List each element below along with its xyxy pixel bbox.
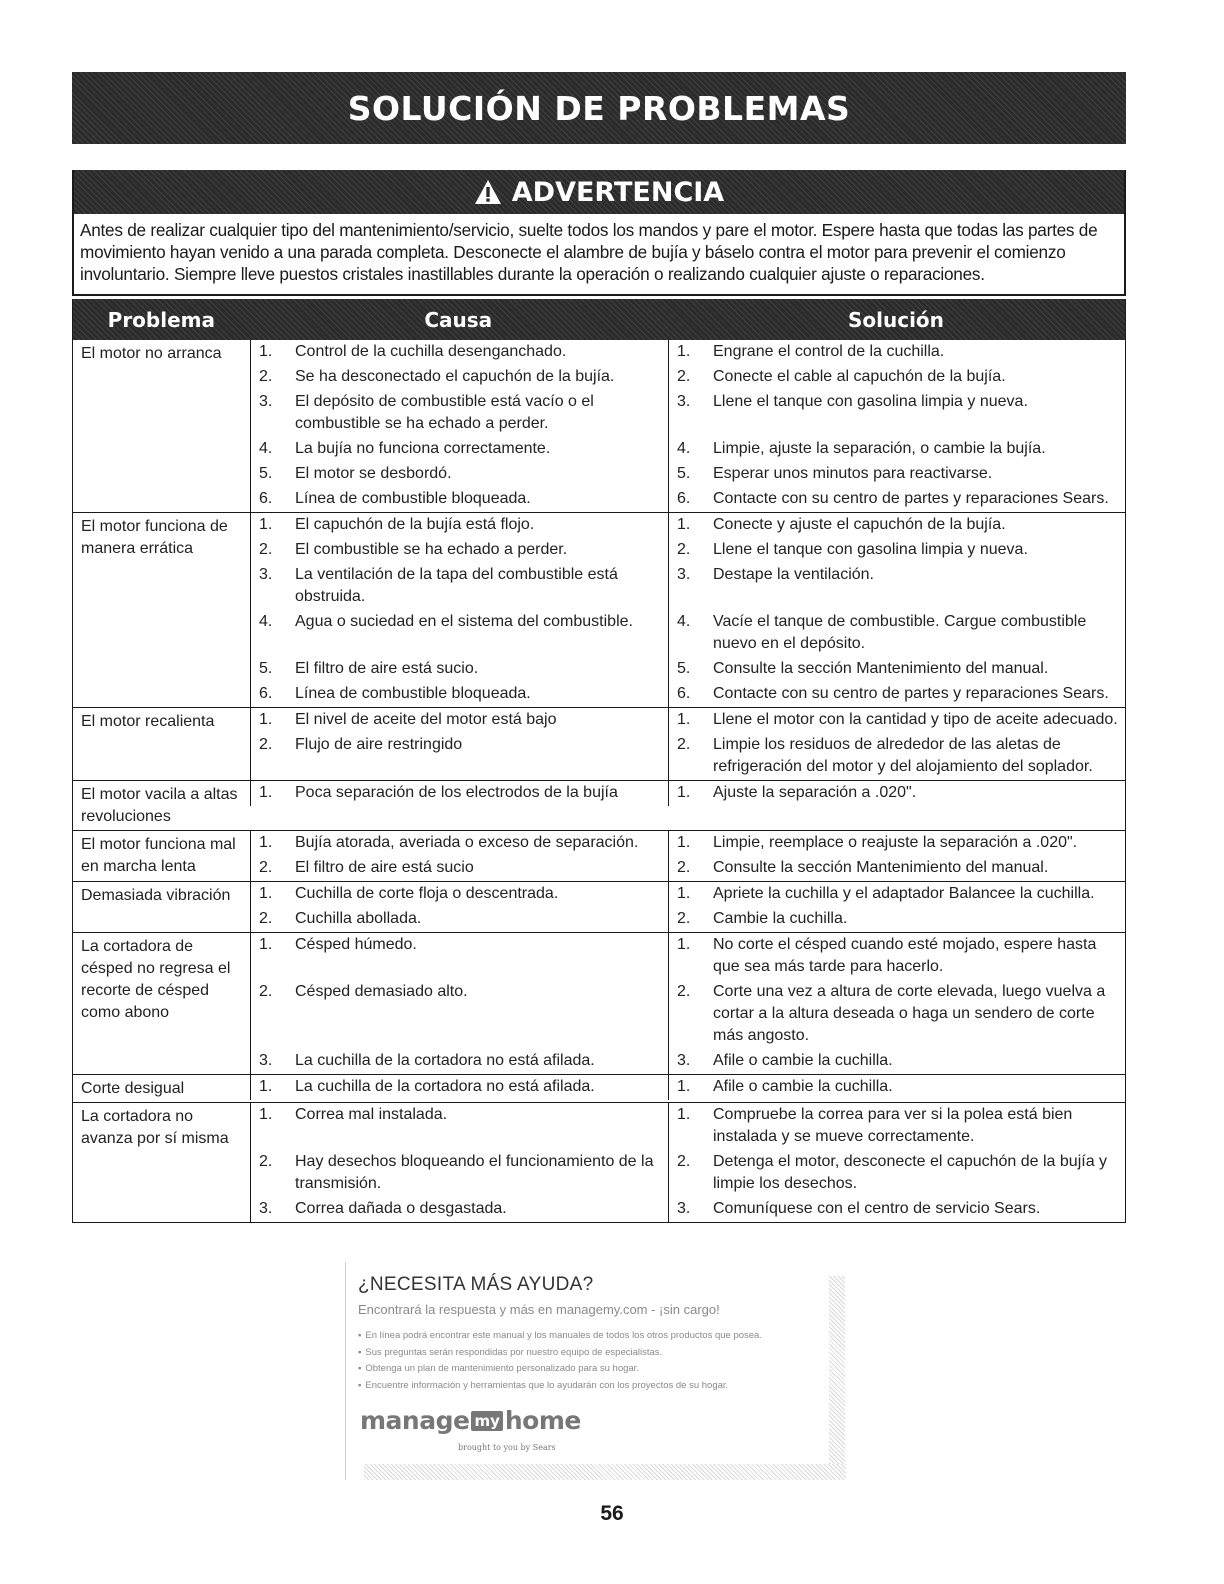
item-number: 3. [677,1052,691,1069]
cause-cell-text: La cuchilla de la cortadora no está afilada. [295,1052,595,1069]
cause-cell-text: Control de la cuchilla desenganchado. [295,343,567,360]
item-number: 1. [677,343,691,360]
item-number: 3. [259,1200,273,1217]
item-number: 2. [259,541,273,558]
item-number: 1. [259,1078,273,1095]
solution-cell-text: Engrane el control de la cuchilla. [713,343,945,360]
cause-cell-text: Línea de combustible bloqueada. [295,490,531,507]
page-number: 56 [600,1502,624,1525]
cause-cell-text: Correa dañada o desgastada. [295,1200,507,1217]
solution-cell-text: Limpie, reemplace o reajuste la separación a .020". [713,834,1078,851]
solution-cell [668,487,1127,512]
solution-cell [668,781,1127,806]
item-number: 1. [259,834,273,851]
item-number: 2. [677,983,691,1000]
item-number: 2. [259,859,273,876]
header-solution: Solución [847,307,944,332]
cause-cell-text: Agua o suciedad en el sistema del combustible. [295,613,633,630]
solution-cell-text: Afile o cambie la cuchilla. [713,1052,893,1069]
logo-manage-text: manage [360,1406,470,1435]
help-subtitle: Encontrará la respuesta y más en managemy.com - ¡sin cargo! [358,1302,720,1317]
table-row [73,1074,1125,1102]
item-number: 1. [677,784,691,801]
item-number: 1. [677,711,691,728]
item-number: 6. [677,685,691,702]
cause-cell-text: Flujo de aire restringido [295,736,463,753]
table-row [73,830,1125,881]
cause-cell [250,340,668,365]
solution-cell [668,831,1127,856]
cause-solution-pair [250,708,1127,733]
cause-cell [250,462,668,487]
cause-solution-pair [250,1049,1127,1074]
cause-solution-group [250,831,1127,881]
solution-cell [668,1103,1127,1150]
item-number: 1. [677,1106,691,1123]
solution-cell [668,708,1127,733]
item-number: 1. [259,784,273,801]
table-row [73,707,1125,780]
cause-cell [250,907,668,932]
item-number: 2. [677,910,691,927]
item-number: 2. [677,368,691,385]
help-box-shadow-right [829,1276,845,1480]
item-number: 2. [259,983,273,1000]
cause-cell [250,1197,668,1222]
cause-cell [250,708,668,733]
help-bullet: ▪ Encuentre información y herramientas que lo ayudarán con los proyectos de su hogar. [358,1378,762,1395]
table-row [73,780,1125,830]
solution-cell-text: No corte el césped cuando esté mojado, espere hasta que sea más tarde para hacerlo. [713,936,1097,975]
cause-cell-text: Cuchilla abollada. [295,910,422,927]
cause-cell-text: Correa mal instalada. [295,1106,448,1123]
item-number: 2. [259,736,273,753]
solution-cell-text: Corte una vez a altura de corte elevada, luego vuelva a cortar a la altura deseada o haga un sendero de corte más angosto. [713,983,1106,1044]
warning-label: ADVERTENCIA [511,176,725,208]
solution-cell [668,390,1127,437]
solution-cell [668,1049,1127,1074]
cause-cell-text: Hay desechos bloqueando el funcionamiento de la transmisión. [295,1153,654,1192]
solution-cell-text: Conecte el cable al capuchón de la bujía. [713,368,1006,385]
item-number: 4. [677,440,691,457]
item-number: 1. [677,516,691,533]
solution-cell-text: Llene el motor con la cantidad y tipo de aceite adecuado. [713,711,1118,728]
problem-cell: La cortadora de césped no regresa el recorte de césped como abono [81,938,231,1021]
item-number: 3. [259,393,273,410]
cause-solution-pair [250,487,1127,512]
table-row [73,881,1125,932]
cause-cell [250,781,668,806]
item-number: 4. [259,440,273,457]
cause-solution-group [250,1075,1127,1102]
item-number: 1. [677,936,691,953]
solution-cell [668,1150,1127,1197]
cause-solution-pair [250,610,1127,657]
solution-cell [668,1197,1127,1222]
help-bullet: ▪ En línea podrá encontrar este manual y los manuales de todos los otros productos que posea. [358,1328,762,1345]
item-number: 3. [677,393,691,410]
cause-solution-group [250,933,1127,1074]
cause-cell [250,657,668,682]
help-bullet-list [358,1328,762,1394]
problem-cell: El motor funciona mal en marcha lenta [81,836,236,875]
item-number: 1. [677,834,691,851]
cause-cell-text: Se ha desconectado el capuchón de la bujía. [295,368,615,385]
cause-solution-pair [250,340,1127,365]
solution-cell [668,682,1127,707]
cause-cell [250,1103,668,1150]
cause-solution-group [250,708,1127,780]
cause-solution-pair [250,462,1127,487]
table-row [73,1102,1125,1222]
warning-box [72,170,1126,296]
logo-my-text: my [471,1411,502,1431]
cause-cell [250,980,668,1049]
solution-cell-text: Limpie, ajuste la separación, o cambie la bujía. [713,440,1046,457]
problem-cell: Demasiada vibración [81,887,231,904]
solution-cell-text: Limpie los residuos de alrededor de las aletas de refrigeración del motor y del alojamiento del soplador. [713,736,1093,775]
item-number: 3. [259,1052,273,1069]
cause-cell-text: El filtro de aire está sucio [295,859,474,876]
solution-cell-text: Conecte y ajuste el capuchón de la bujía. [713,516,1006,533]
cause-cell [250,487,668,512]
cause-cell-text: El motor se desbordó. [295,465,452,482]
table-row [73,340,1125,512]
page-title: SOLUCIÓN DE PROBLEMAS [347,88,851,128]
problem-cell: El motor funciona de manera errática [81,518,228,557]
solution-cell [668,538,1127,563]
solution-cell-text: Consulte la sección Mantenimiento del manual. [713,660,1049,677]
logo-home-text: home [504,1406,581,1435]
solution-cell-text: Llene el tanque con gasolina limpia y nueva. [713,541,1028,558]
managemyhome-logo [360,1406,581,1435]
cause-solution-pair [250,365,1127,390]
troubleshooting-table [72,299,1126,1223]
item-number: 1. [677,1078,691,1095]
solution-cell [668,657,1127,682]
item-number: 2. [259,1153,273,1170]
cause-solution-group [250,513,1127,707]
item-number: 6. [677,490,691,507]
solution-cell-text: Destape la ventilación. [713,566,874,583]
cause-cell [250,437,668,462]
problem-cell: La cortadora no avanza por sí misma [81,1108,229,1147]
cause-cell [250,538,668,563]
cause-cell [250,882,668,907]
cause-cell-text: Cuchilla de corte floja o descentrada. [295,885,559,902]
cause-solution-pair [250,513,1127,538]
problem-cell: El motor vacila a altas revoluciones [81,786,238,825]
solution-cell-text: Afile o cambie la cuchilla. [713,1078,893,1095]
solution-cell-text: Comuníquese con el centro de servicio Sears. [713,1200,1041,1217]
item-number: 4. [677,613,691,630]
item-number: 2. [677,736,691,753]
solution-cell-text: Vacíe el tanque de combustible. Cargue combustible nuevo en el depósito. [713,613,1087,652]
cause-solution-pair [250,1150,1127,1197]
help-box-shadow-bottom [364,1464,846,1480]
problem-cell: El motor recalienta [81,713,215,730]
solution-cell [668,733,1127,780]
solution-cell-text: Contacte con su centro de partes y reparaciones Sears. [713,490,1109,507]
cause-cell [250,1049,668,1074]
solution-cell-text: Compruebe la correa para ver si la polea está bien instalada y se mueve correctamente. [713,1106,1073,1145]
item-number: 5. [677,465,691,482]
item-number: 2. [259,368,273,385]
cause-cell [250,682,668,707]
item-number: 2. [677,541,691,558]
item-number: 6. [259,490,273,507]
cause-cell-text: La cuchilla de la cortadora no está afilada. [295,1078,595,1095]
solution-cell-text: Esperar unos minutos para reactivarse. [713,465,993,482]
cause-solution-group [250,781,1127,830]
solution-cell [668,907,1127,932]
item-number: 1. [259,936,273,953]
cause-solution-pair [250,1103,1127,1150]
cause-solution-group [250,1103,1127,1222]
cause-solution-pair [250,1075,1127,1100]
cause-cell [250,831,668,856]
item-number: 1. [259,1106,273,1123]
cause-cell-text: El combustible se ha echado a perder. [295,541,568,558]
help-title: ¿NECESITA MÁS AYUDA? [358,1274,594,1295]
cause-cell-text: El filtro de aire está sucio. [295,660,479,677]
item-number: 5. [259,465,273,482]
solution-cell [668,365,1127,390]
item-number: 2. [677,1153,691,1170]
solution-cell [668,340,1127,365]
cause-cell-text: Césped húmedo. [295,936,417,953]
cause-cell-text: Línea de combustible bloqueada. [295,685,531,702]
cause-solution-pair [250,907,1127,932]
cause-solution-group [250,882,1127,932]
item-number: 5. [677,660,691,677]
solution-cell [668,513,1127,538]
item-number: 3. [677,566,691,583]
cause-solution-pair [250,933,1127,980]
cause-cell [250,513,668,538]
solution-cell [668,856,1127,881]
cause-cell-text: El capuchón de la bujía está flojo. [295,516,535,533]
cause-solution-pair [250,882,1127,907]
cause-solution-pair [250,437,1127,462]
warning-triangle-icon [474,179,502,205]
cause-solution-pair [250,1197,1127,1222]
cause-cell [250,610,668,657]
cause-cell [250,390,668,437]
cause-cell-text: El depósito de combustible está vacío o el combustible se ha echado a perder. [295,393,594,432]
header-cause: Causa [424,307,493,332]
cause-cell [250,856,668,881]
cause-cell [250,933,668,980]
solution-cell-text: Apriete la cuchilla y el adaptador Balancee la cuchilla. [713,885,1095,902]
solution-cell [668,437,1127,462]
cause-cell-text: La ventilación de la tapa del combustible está obstruida. [295,566,618,605]
problem-cell: Corte desigual [81,1080,185,1097]
cause-cell [250,563,668,610]
item-number: 5. [259,660,273,677]
warning-header [74,170,1124,214]
item-number: 1. [259,885,273,902]
cause-solution-pair [250,781,1127,806]
table-header [73,299,1125,340]
logo-tagline: brought to you by Sears [458,1443,556,1452]
solution-cell [668,610,1127,657]
cause-solution-group [250,340,1127,512]
solution-cell [668,882,1127,907]
solution-cell [668,1075,1127,1100]
page-title-banner [72,72,1126,144]
table-row [73,932,1125,1074]
solution-cell-text: Ajuste la separación a .020". [713,784,917,801]
cause-cell [250,733,668,780]
solution-cell-text: Contacte con su centro de partes y reparaciones Sears. [713,685,1109,702]
solution-cell-text: Llene el tanque con gasolina limpia y nueva. [713,393,1028,410]
item-number: 6. [259,685,273,702]
item-number: 1. [259,711,273,728]
table-body [73,340,1125,1222]
item-number: 1. [259,516,273,533]
help-bullet: ▪ Obtenga un plan de mantenimiento personalizado para su hogar. [358,1361,762,1378]
solution-cell [668,933,1127,980]
help-bullet: ▪ Sus preguntas serán respondidas por nuestro equipo de especialistas. [358,1345,762,1362]
cause-cell [250,1150,668,1197]
cause-solution-pair [250,980,1127,1049]
cause-solution-pair [250,733,1127,780]
item-number: 2. [677,859,691,876]
cause-cell [250,1075,668,1100]
cause-cell-text: La bujía no funciona correctamente. [295,440,551,457]
cause-cell-text: El nivel de aceite del motor está bajo [295,711,557,728]
solution-cell-text: Detenga el motor, desconecte el capuchón de la bujía y limpie los desechos. [713,1153,1108,1192]
cause-cell-text: Césped demasiado alto. [295,983,468,1000]
solution-cell [668,980,1127,1049]
item-number: 1. [259,343,273,360]
item-number: 3. [259,566,273,583]
cause-solution-pair [250,657,1127,682]
item-number: 3. [677,1200,691,1217]
header-problem: Problema [107,307,215,332]
solution-cell-text: Consulte la sección Mantenimiento del manual. [713,859,1049,876]
help-box [345,1262,845,1480]
cause-cell-text: Poca separación de los electrodos de la bujía [295,784,618,801]
cause-solution-pair [250,831,1127,856]
table-row [73,512,1125,707]
solution-cell [668,563,1127,610]
item-number: 1. [677,885,691,902]
cause-solution-pair [250,682,1127,707]
problem-cell: El motor no arranca [81,345,222,362]
cause-solution-pair [250,390,1127,437]
warning-text: Antes de realizar cualquier tipo del mantenimiento/servicio, suelte todos los mandos y pare el motor. Espere hasta que todas las partes de movimiento hayan venido a una parada completa. Desconecte el alambre de bujía y báselo contra el motor para prevenir el comienzo involuntario. Siempre lleve puestos cristales inastillables durante la operación o realizando cualquier ajuste o reparaciones. [80,220,1098,284]
cause-cell [250,365,668,390]
cause-solution-pair [250,538,1127,563]
cause-solution-pair [250,563,1127,610]
cause-cell-text: Bujía atorada, averiada o exceso de separación. [295,834,639,851]
item-number: 2. [259,910,273,927]
item-number: 4. [259,613,273,630]
cause-solution-pair [250,856,1127,881]
solution-cell-text: Cambie la cuchilla. [713,910,848,927]
solution-cell [668,462,1127,487]
